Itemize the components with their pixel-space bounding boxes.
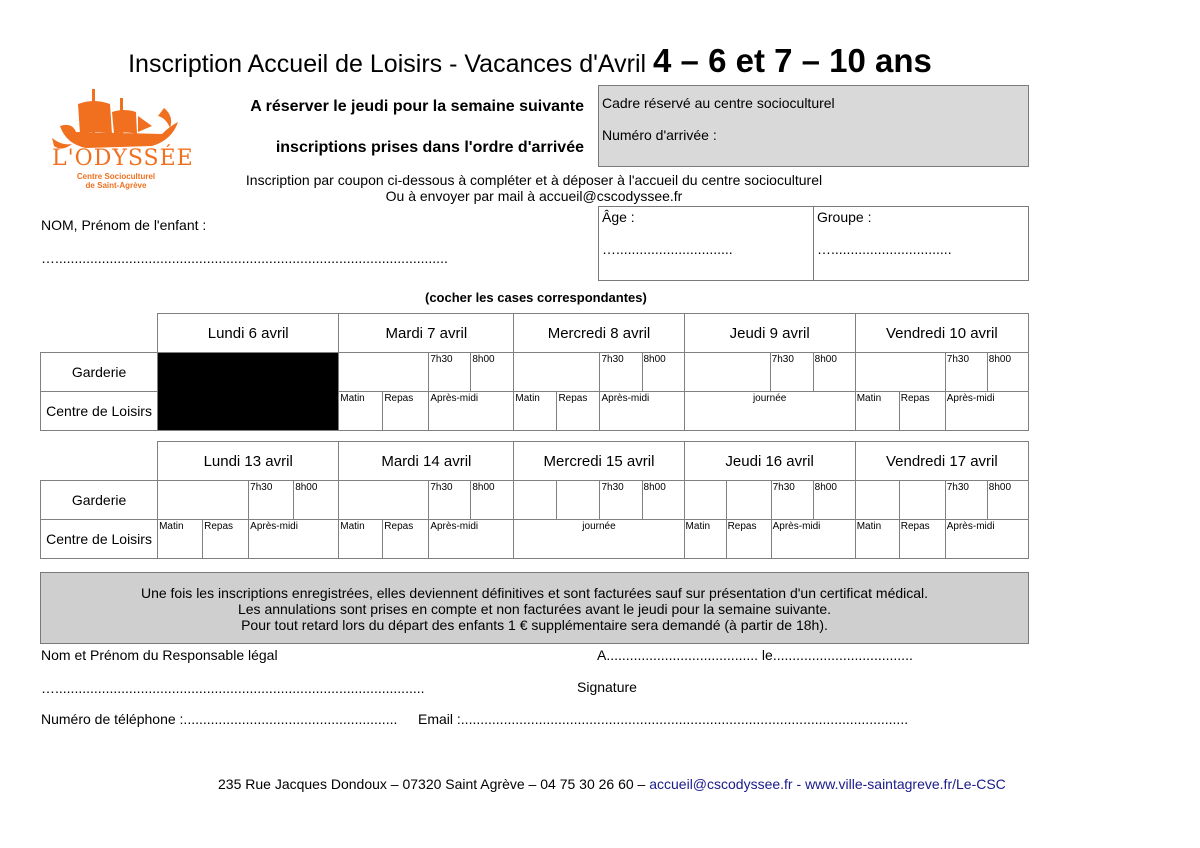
footer-email-link[interactable]: accueil@cscodyssee.fr [649,776,793,792]
condition-line: Pour tout retard lors du départ des enfants 1 € supplémentaire sera demandé (à partir de 18h). [241,617,828,633]
checkbox-7h30[interactable]: 7h30 [600,481,642,520]
day-header: Mardi 14 avril [339,442,514,481]
checkbox-matin[interactable]: Matin [514,392,557,431]
checkbox-journee[interactable]: journée [514,520,684,559]
condition-line: Une fois les inscriptions enregistrées, elles deviennent définitives et sont facturées sauf sur présentation d'un certificat médical. [140,585,929,601]
groupe-field[interactable]: …............................... [817,241,952,257]
day-header: Lundi 6 avril [158,314,339,353]
logo-line2: de Saint-Agrève [85,181,147,190]
checkbox-cell[interactable] [899,481,945,520]
day-header: Mercredi 15 avril [514,442,684,481]
checkbox-matin[interactable]: Matin [855,520,899,559]
checkbox-apres-midi[interactable]: Après-midi [771,520,855,559]
child-name-field[interactable]: …..................................................................................................... [41,250,448,266]
checkbox-repas[interactable]: Repas [726,520,771,559]
title-main: Inscription Accueil de Loisirs - Vacances d'Avril [128,50,654,78]
garderie-label: Garderie [41,481,158,520]
checkbox-repas[interactable]: Repas [383,392,429,431]
checkbox-repas[interactable]: Repas [899,520,945,559]
checkbox-8h00[interactable]: 8h00 [813,481,855,520]
checkbox-apres-midi[interactable]: Après-midi [600,392,684,431]
title-ages: 4 – 6 et 7 – 10 ans [653,42,932,79]
checkbox-8h00[interactable]: 8h00 [813,353,855,392]
order-note: inscriptions prises dans l'ordre d'arrivée [275,139,584,156]
logo-line1: Centre Socioculturel [76,172,156,181]
place-date-field[interactable]: A....................................... le.................................... [597,647,913,663]
footer-web-link[interactable]: www.ville-saintagreve.fr/Le-CSC [805,776,1006,792]
checkbox-7h30[interactable]: 7h30 [945,481,987,520]
checkbox-cell[interactable] [855,481,899,520]
condition-line: Les annulations sont prises en compte et non facturées avant le jeudi pour la semaine suivante. [237,601,832,617]
checkbox-matin[interactable]: Matin [339,520,383,559]
responsable-name-field[interactable]: …............................................................................................... [41,680,425,696]
week1-grid [40,313,1029,431]
checkbox-apres-midi[interactable]: Après-midi [429,392,514,431]
child-name-label: NOM, Prénom de l'enfant : [41,217,207,233]
reserve-note: A réserver le jeudi pour la semaine suivante [250,98,584,115]
day-header: Mardi 7 avril [339,314,514,353]
reserved-title: Cadre réservé au centre socioculturel [602,95,835,111]
centre-loisirs-label: Centre de Loisirs [41,392,158,431]
checkbox-7h30[interactable]: 7h30 [429,353,471,392]
checkbox-7h30[interactable]: 7h30 [945,353,987,392]
checkbox-apres-midi[interactable]: Après-midi [249,520,339,559]
checkbox-cell[interactable] [158,481,249,520]
logo-name: L'ODYSSÉE [52,146,194,171]
checkbox-8h00[interactable]: 8h00 [642,353,684,392]
checkbox-7h30[interactable]: 7h30 [249,481,294,520]
checkbox-8h00[interactable]: 8h00 [987,481,1028,520]
checkbox-matin[interactable]: Matin [158,520,203,559]
checkbox-8h00[interactable]: 8h00 [471,481,514,520]
day-header: Vendredi 10 avril [855,314,1028,353]
checkbox-cell[interactable] [514,481,557,520]
checkbox-apres-midi[interactable]: Après-midi [945,392,1028,431]
checkbox-journee[interactable]: journée [684,392,855,431]
groupe-label: Groupe : [817,209,872,225]
phone-field[interactable]: Numéro de téléphone :....................................................... [41,711,398,727]
age-field[interactable]: ….............................. [602,241,733,257]
checkbox-8h00[interactable]: 8h00 [294,481,339,520]
checkbox-cell[interactable] [726,481,771,520]
signature-label: Signature [577,679,637,695]
footer-separator: - [792,776,806,792]
week2-grid [40,441,1029,559]
checkbox-cell[interactable] [855,353,945,392]
checkbox-7h30[interactable]: 7h30 [600,353,642,392]
closed-cell [158,353,339,431]
check-instruction: (cocher les cases correspondantes) [425,290,647,305]
age-label: Âge : [602,209,635,225]
checkbox-8h00[interactable]: 8h00 [642,481,684,520]
day-header: Lundi 13 avril [158,442,339,481]
day-header: Jeudi 9 avril [684,314,855,353]
checkbox-matin[interactable]: Matin [339,392,383,431]
checkbox-cell[interactable] [339,481,429,520]
checkbox-cell[interactable] [684,481,726,520]
email-field[interactable]: Email :................................................................................................................... [418,711,909,727]
checkbox-apres-midi[interactable]: Après-midi [945,520,1028,559]
checkbox-repas[interactable]: Repas [899,392,945,431]
reserved-box [598,85,1029,167]
conditions-box [40,572,1029,644]
checkbox-7h30[interactable]: 7h30 [771,481,813,520]
garderie-label: Garderie [41,353,158,392]
footer-address: 235 Rue Jacques Dondoux – 07320 Saint Agrève – 04 75 30 26 60 – [218,776,650,792]
instructions-line1: Inscription par coupon ci-dessous à compléter et à déposer à l'accueil du centre socioculturel [245,172,823,188]
checkbox-apres-midi[interactable]: Après-midi [429,520,514,559]
checkbox-7h30[interactable]: 7h30 [429,481,471,520]
page-title [0,42,1060,80]
checkbox-8h00[interactable]: 8h00 [471,353,514,392]
day-header: Vendredi 17 avril [855,442,1028,481]
checkbox-7h30[interactable]: 7h30 [770,353,813,392]
checkbox-repas[interactable]: Repas [383,520,429,559]
instructions-line2: Ou à envoyer par mail à accueil@cscodyssee.fr [385,188,683,204]
age-groupe-box [598,206,1029,281]
checkbox-cell[interactable] [684,353,770,392]
checkbox-8h00[interactable]: 8h00 [987,353,1028,392]
checkbox-matin[interactable]: Matin [855,392,899,431]
day-header: Mercredi 8 avril [514,314,684,353]
checkbox-cell[interactable] [514,353,600,392]
checkbox-cell[interactable] [557,481,600,520]
checkbox-repas[interactable]: Repas [557,392,600,431]
centre-loisirs-label: Centre de Loisirs [41,520,158,559]
day-header: Jeudi 16 avril [684,442,855,481]
responsable-label: Nom et Prénom du Responsable légal [41,647,278,663]
arrival-number-label: Numéro d'arrivée : [602,127,717,143]
checkbox-cell[interactable] [339,353,429,392]
footer [218,776,1006,792]
checkbox-matin[interactable]: Matin [684,520,726,559]
checkbox-repas[interactable]: Repas [203,520,249,559]
